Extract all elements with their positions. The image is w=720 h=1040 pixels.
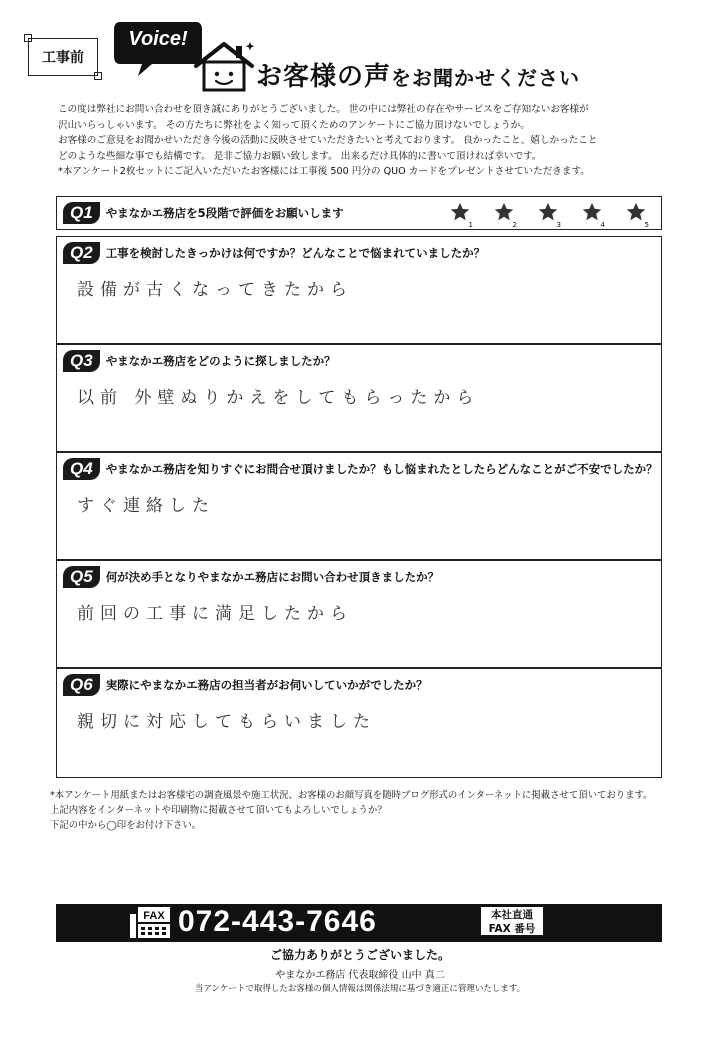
rating-star-icon[interactable]: 2 <box>493 201 515 223</box>
question-text: やまなかエ務店をどのように探しましたか？ <box>105 354 336 368</box>
question-2-box <box>56 236 662 344</box>
question-text: 実際にやまなかエ務店の担当者がお伺いしていかがでしたか？ <box>105 678 428 692</box>
intro-line: *本アンケート2枚セットにご記入いただいたお客様には工事後 500 円分の QUO カードをプレゼントさせていただきます。 <box>58 166 590 177</box>
svg-text:FAX: FAX <box>143 910 165 922</box>
handwritten-answer: 以前 外壁ぬりかえをしてもらったから <box>77 388 480 408</box>
publication-consent-notes <box>50 788 700 833</box>
page-title: お客様の声をお聞かせください <box>256 62 581 92</box>
handwritten-answer: すぐ連絡した <box>77 496 215 516</box>
question-5-box <box>56 560 662 668</box>
handwritten-answer: 親切に対応してもらいました <box>77 712 376 732</box>
rating-star-icon[interactable]: 1 <box>449 201 471 223</box>
rating-star-icon[interactable]: 3 <box>537 201 559 223</box>
fax-number[interactable]: 072-443-7646 <box>178 905 377 938</box>
question-number: Q5 <box>63 566 100 588</box>
fax-direct-label: 本社直通 FAX 番号 <box>480 906 544 936</box>
rating-stars <box>449 201 649 229</box>
before-construction-tag: 工事前 <box>28 38 98 76</box>
handwritten-answer: 設備が古くなってきたから <box>77 280 353 300</box>
question-6-box <box>56 668 662 778</box>
privacy-notice: 当アンケートで取得したお客様の個人情報は関係法規に基づき適正に管理いたします。 <box>194 984 526 994</box>
question-text: やまなかエ務店を5段階で評価をお願いします <box>105 206 344 220</box>
company-representative: やまなかエ務店 代表取締役 山中 真二 <box>275 970 445 981</box>
intro-text <box>58 102 678 180</box>
question-number: Q1 <box>63 202 100 224</box>
intro-line: お客様のご意見をお聞かせいただき今後の活動に反映させていただきたいと考えております。 良かったこと、嬉しかったこと <box>58 135 598 146</box>
rating-star-icon[interactable]: 4 <box>581 201 603 223</box>
question-text: 工事を検討したきっかけは何ですか？どんなことで悩まれていましたか？ <box>105 246 486 260</box>
question-4-box <box>56 452 662 560</box>
thanks-message: ご協力ありがとうございました。 <box>269 948 450 962</box>
question-number: Q3 <box>63 350 100 372</box>
question-1-box <box>56 196 662 230</box>
question-text: 何が決め手となりやまなかエ務店にお問い合わせ頂きましたか？ <box>105 570 440 584</box>
voice-label: Voice! <box>128 28 188 50</box>
fax-machine-icon <box>128 906 172 940</box>
note-line: 下記の中から◯印をお付け下さい。 <box>50 820 202 831</box>
intro-line: この度は弊社にお問い合わせを頂き誠にありがとうございました。 世の中には弊社の存在やサービスをご存知ないお客様が <box>58 104 589 115</box>
rating-star-icon[interactable]: 5 <box>625 201 647 223</box>
note-line: 上記内容をインターネットや印刷物に掲載させて頂いてもよろしいでしょうか？ <box>50 805 387 816</box>
question-number: Q6 <box>63 674 100 696</box>
question-text: やまなかエ務店を知りすぐにお問合せ頂けましたか？もし悩まれたとしたらどんなことがご不安でしたか？ <box>105 462 658 476</box>
handwritten-answer: 前回の工事に満足したから <box>77 604 353 624</box>
intro-line: どのような些細な事でも結構です。 是非ご協力お願い致します。 出来るだけ具体的に書いて頂ければ幸いです。 <box>58 150 542 162</box>
smiling-house-icon <box>192 38 256 94</box>
intro-line: 沢山いらっしゃいます。 その方たちに弊社をよく知って頂くためのアンケートにご協力頂けないでしょうか。 <box>58 119 530 131</box>
note-line: *本アンケート用紙またはお客様宅の調査風景や施工状況、お客様のお顔写真を随時ブログ形式のインターネットに掲載させて頂いております。 <box>50 790 653 801</box>
voice-bubble-icon <box>112 18 204 78</box>
question-3-box <box>56 344 662 452</box>
question-number: Q2 <box>63 242 100 264</box>
question-number: Q4 <box>63 458 100 480</box>
